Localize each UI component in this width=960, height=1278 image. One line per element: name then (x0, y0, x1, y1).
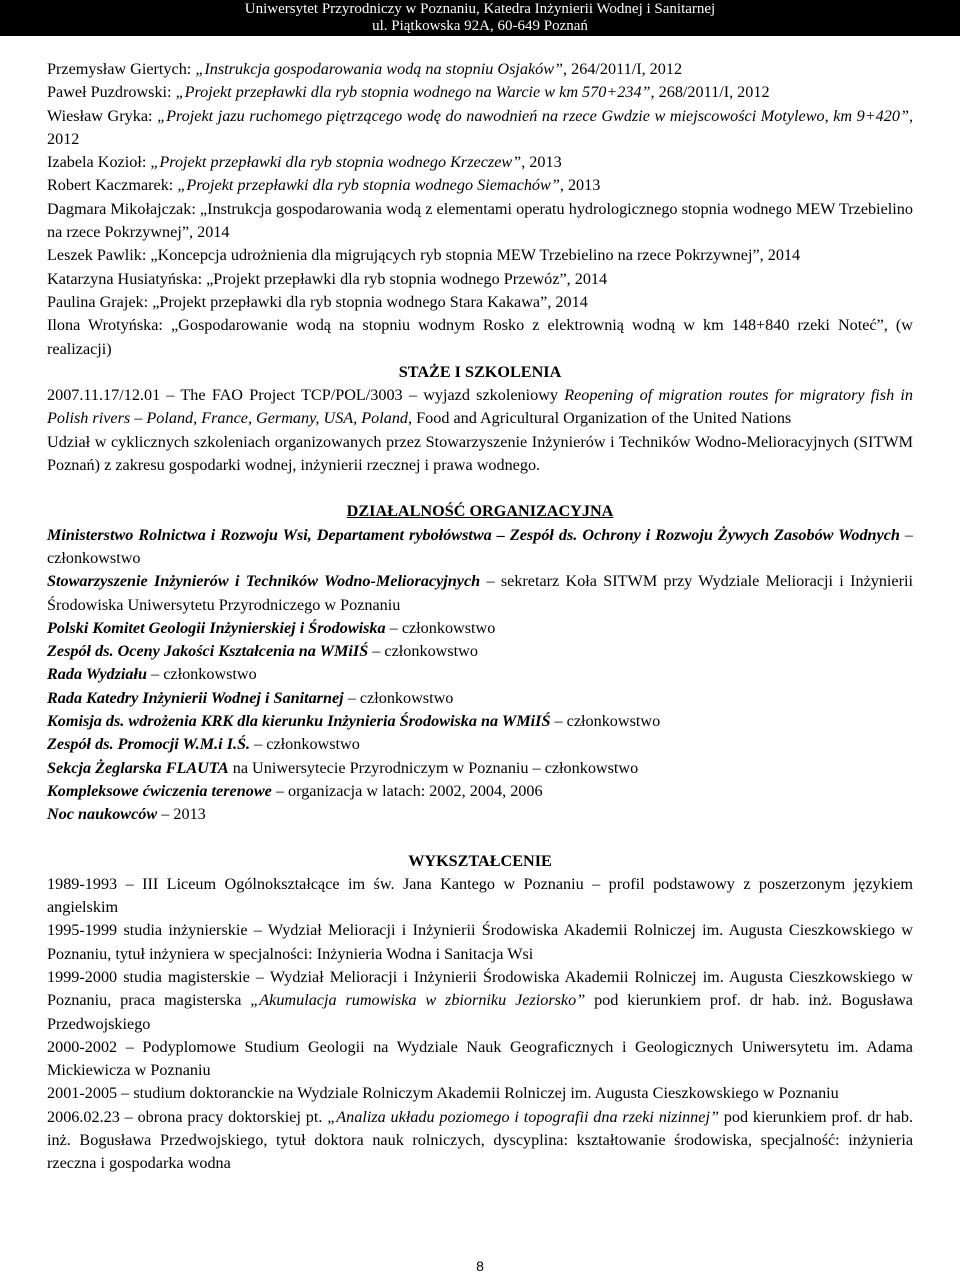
sitwm-training: Udział w cyklicznych szkoleniach organizowanych przez Stowarzyszenie Inżynierów i Techników Wodno-Melioracyjnych (SITWM Poznań) z zakresu gospodarki wodnej, inżynierii rzecznej i prawa wodnego. (47, 432, 913, 475)
org-item: Kompleksowe ćwiczenia terenowe – organizacja w latach: 2002, 2004, 2006 (47, 781, 543, 800)
org-item: Ministerstwo Rolnictwa i Rozwoju Wsi, Departament rybołówstwa – Zespół ds. Ochrony i Rozwoju Żywych Zasobów Wodnych – członkowstwo (47, 525, 914, 567)
education-item: 2006.02.23 – obrona pracy doktorskiej pt. „Analiza układu poziomego i topografii dna rzeki nizinnej” pod kierunkiem prof. dr hab. inż. Bogusława Przedwojskiego, tytuł doktora nauk rolniczych, dyscyplina: kształtowanie środowiska, specjalność: inżynieria rzeczna i gospodarka wodna (47, 1107, 914, 1173)
thesis-item: Dagmara Mikołajczak: „Instrukcja gospodarowania wodą z elementami operatu hydrologicznego stopnia wodnego MEW Trzebielino na rzece Pokrzywnej”, 2014 (47, 199, 913, 242)
internships-section (47, 361, 913, 477)
fao-training: 2007.11.17/12.01 – The FAO Project TCP/POL/3003 – wyjazd szkoleniowy Reopening of migration routes for migratory fish in Polish rivers – Poland, France, Germany, USA, Poland, Food and Agricultural Organization of the United Nations (47, 386, 913, 428)
education-item: 1989-1993 – III Liceum Ogólnokształcące im św. Jana Kantego w Poznaniu – profil podstawowy z poszerzonym językiem angielskim (47, 874, 913, 917)
org-item: Polski Komitet Geologii Inżynierskiej i Środowiska – członkowstwo (47, 618, 496, 637)
page-number: 8 (476, 1258, 484, 1274)
section-heading: DZIAŁALNOŚĆ ORGANIZACYJNA (346, 502, 614, 521)
document-body (47, 58, 913, 1176)
thesis-item: Wiesław Gryka: „Projekt jazu ruchomego piętrzącego wodę do nawodnień na rzece Gwdzie w miejscowości Motylewo, km 9+420”, 2012 (47, 106, 914, 148)
thesis-item: Przemysław Giertych: „Instrukcja gospodarowania wodą na stopniu Osjaków”, 264/2011/I, 2012 (47, 60, 683, 78)
org-item: Rada Wydziału – członkowstwo (47, 665, 257, 684)
section-heading: STAŻE I SZKOLENIA (398, 362, 562, 381)
spacer (47, 827, 913, 850)
thesis-item: Paulina Grajek: „Projekt przepławki dla ryb stopnia wodnego Stara Kakawa”, 2014 (47, 292, 588, 311)
org-item: Zespół ds. Promocji W.M.i I.Ś. – członkowstwo (47, 735, 360, 754)
education-item: 2001-2005 – studium doktoranckie na Wydziale Rolniczym Akademii Rolniczej im. Augusta Cieszkowskiego w Poznaniu (47, 1084, 839, 1103)
org-item: Zespół ds. Oceny Jakości Kształcenia na WMiIŚ – członkowstwo (47, 642, 478, 661)
theses-list (47, 58, 913, 361)
education-section (47, 850, 913, 1176)
spacer (47, 477, 913, 500)
page-header (0, 0, 960, 36)
thesis-item: Katarzyna Husiatyńska: „Projekt przepławki dla ryb stopnia wodnego Przewóz”, 2014 (47, 269, 608, 288)
thesis-item: Leszek Pawlik: „Koncepcja udrożnienia dla migrujących ryb stopnia MEW Trzebielino na rzece Pokrzywnej”, 2014 (47, 246, 801, 265)
org-item: Rada Katedry Inżynierii Wodnej i Sanitarnej – członkowstwo (47, 688, 454, 707)
education-item: 2000-2002 – Podyplomowe Studium Geologii na Wydziale Nauk Geograficznych i Geologicznych Uniwersytetu im. Adama Mickiewicza w Poznaniu (47, 1037, 913, 1080)
education-item: 1995-1999 studia inżynierskie – Wydział Melioracji i Inżynierii Środowiska Akademii Rolniczej im. Augusta Cieszkowskiego w Poznaniu, tytuł inżyniera w specjalności: Inżynieria Wodna i Sanitacja Wsi (47, 921, 913, 963)
thesis-item: Izabela Kozioł: „Projekt przepławki dla ryb stopnia wodnego Krzeczew”, 2013 (47, 153, 562, 172)
header-line-2: ul. Piątkowska 92A, 60-649 Poznań (372, 18, 588, 34)
education-item: 1999-2000 studia magisterskie – Wydział Melioracji i Inżynierii Środowiska Akademii Rolniczej im. Augusta Cieszkowskiego w Poznaniu, praca magisterska „Akumulacja rumowiska w zbiorniku Jeziorsko” pod kierunkiem prof. dr hab. inż. Bogusława Przedwojskiego (47, 967, 913, 1033)
thesis-item: Ilona Wrotyńska: „Gospodarowanie wodą na stopniu wodnym Rosko z elektrownią wodną w km 148+840 rzeki Noteć”, (w realizacji) (47, 316, 913, 358)
header-line-1: Uniwersytet Przyrodniczy w Poznaniu, Katedra Inżynierii Wodnej i Sanitarnej (244, 1, 716, 17)
org-item: Noc naukowców – 2013 (47, 805, 206, 824)
org-item: Stowarzyszenie Inżynierów i Techników Wodno-Melioracyjnych – sekretarz Koła SITWM przy Wydziale Melioracji i Inżynierii Środowiska Uniwersytetu Przyrodniczego w Poznaniu (47, 572, 914, 614)
thesis-item: Robert Kaczmarek: „Projekt przepławki dla ryb stopnia wodnego Siemachów”, 2013 (47, 176, 601, 195)
section-heading: WYKSZTAŁCENIE (408, 851, 552, 870)
org-item: Sekcja Żeglarska FLAUTA na Uniwersytecie Przyrodniczym w Poznaniu – członkowstwo (47, 758, 639, 777)
org-item: Komisja ds. wdrożenia KRK dla kierunku Inżynieria Środowiska na WMiIŚ – członkowstwo (47, 712, 661, 731)
organizational-section (47, 500, 913, 826)
thesis-item: Paweł Puzdrowski: „Projekt przepławki dla ryb stopnia wodnego na Warcie w km 570+234”, 268/2011/I, 2012 (47, 83, 770, 102)
